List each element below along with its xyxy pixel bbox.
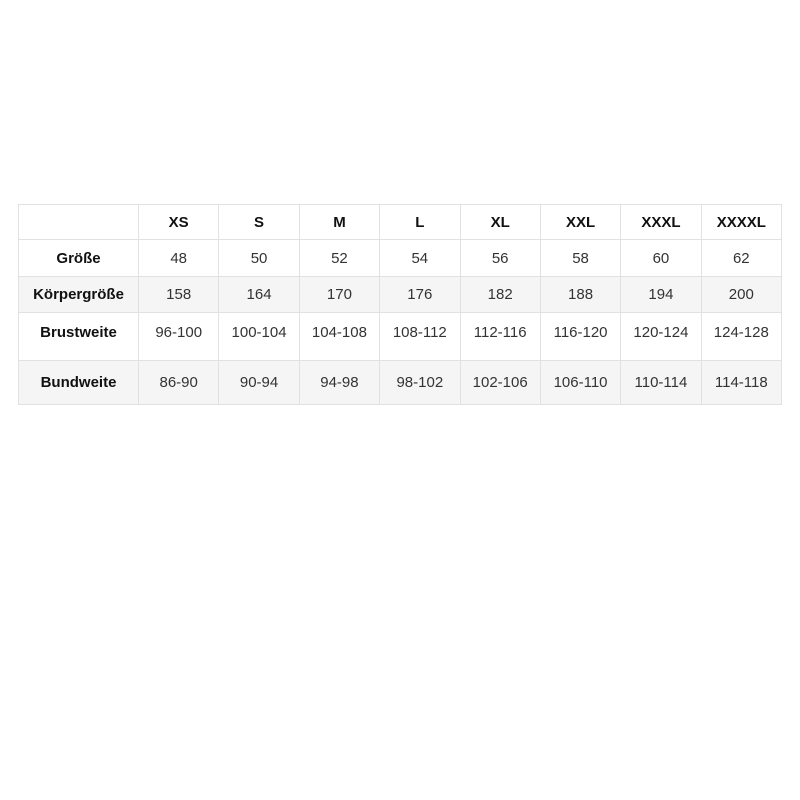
column-header-s: S xyxy=(219,205,299,240)
column-header-xxl: XXL xyxy=(540,205,620,240)
table-cell: 102-106 xyxy=(460,361,540,405)
row-label: Größe xyxy=(19,240,139,277)
table-cell: 164 xyxy=(219,277,299,313)
table-cell: 62 xyxy=(701,240,781,277)
column-header-xl: XL xyxy=(460,205,540,240)
table-cell: 108-112 xyxy=(380,313,460,361)
table-cell: 50 xyxy=(219,240,299,277)
table-cell: 120-124 xyxy=(621,313,701,361)
table-row-koerpergroesse xyxy=(19,277,782,313)
table-cell: 114-118 xyxy=(701,361,781,405)
table-cell: 124-128 xyxy=(701,313,781,361)
column-header-xxxl: XXXL xyxy=(621,205,701,240)
table-cell: 106-110 xyxy=(540,361,620,405)
size-chart-header xyxy=(19,205,782,240)
table-cell: 176 xyxy=(380,277,460,313)
table-cell: 96-100 xyxy=(139,313,219,361)
size-chart-body xyxy=(19,240,782,405)
row-label: Körpergröße xyxy=(19,277,139,313)
column-header-xxxxl: XXXXL xyxy=(701,205,781,240)
row-label: Bundweite xyxy=(19,361,139,405)
table-cell: 182 xyxy=(460,277,540,313)
column-header-m: M xyxy=(299,205,379,240)
table-cell: 90-94 xyxy=(219,361,299,405)
header-row xyxy=(19,205,782,240)
corner-cell xyxy=(19,205,139,240)
table-cell: 158 xyxy=(139,277,219,313)
table-cell: 98-102 xyxy=(380,361,460,405)
table-cell: 54 xyxy=(380,240,460,277)
table-cell: 94-98 xyxy=(299,361,379,405)
size-chart-table xyxy=(18,204,782,405)
table-cell: 56 xyxy=(460,240,540,277)
table-cell: 58 xyxy=(540,240,620,277)
table-cell: 188 xyxy=(540,277,620,313)
table-cell: 116-120 xyxy=(540,313,620,361)
table-cell: 112-116 xyxy=(460,313,540,361)
size-chart-container xyxy=(18,204,782,405)
table-cell: 170 xyxy=(299,277,379,313)
table-cell: 100-104 xyxy=(219,313,299,361)
row-label: Brustweite xyxy=(19,313,139,361)
table-cell: 104-108 xyxy=(299,313,379,361)
table-cell: 110-114 xyxy=(621,361,701,405)
table-row-bundweite xyxy=(19,361,782,405)
column-header-xs: XS xyxy=(139,205,219,240)
table-cell: 52 xyxy=(299,240,379,277)
table-row-groesse xyxy=(19,240,782,277)
column-header-l: L xyxy=(380,205,460,240)
table-cell: 60 xyxy=(621,240,701,277)
table-cell: 200 xyxy=(701,277,781,313)
table-cell: 194 xyxy=(621,277,701,313)
table-cell: 48 xyxy=(139,240,219,277)
table-cell: 86-90 xyxy=(139,361,219,405)
table-row-brustweite xyxy=(19,313,782,361)
